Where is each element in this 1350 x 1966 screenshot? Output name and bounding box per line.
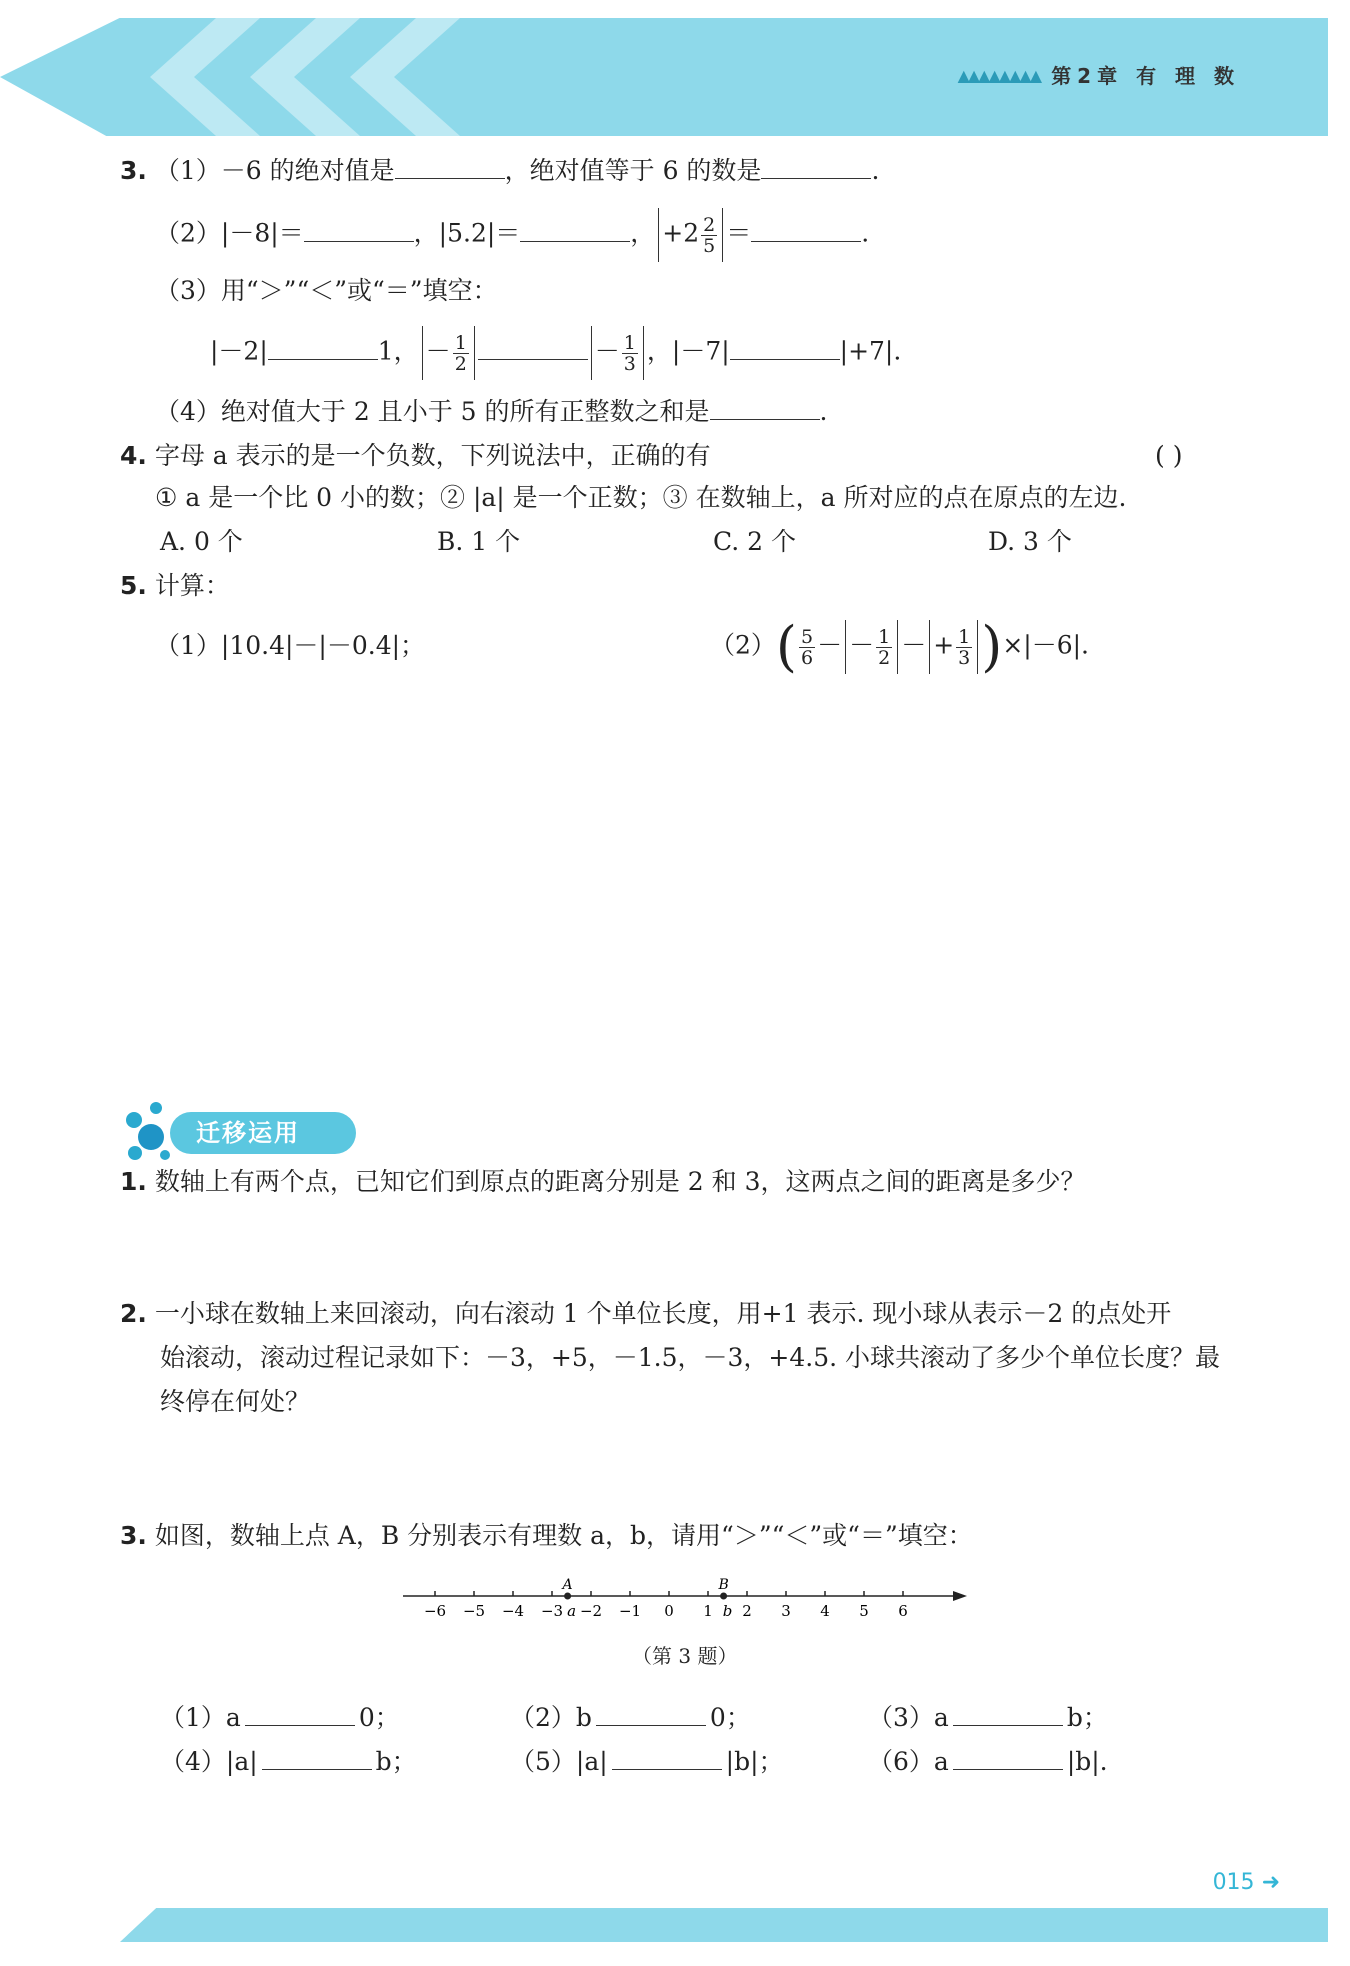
item-suffix: 0； [709,1703,751,1732]
item-prefix: （2）b [510,1703,592,1732]
answer-blank[interactable] [478,337,588,360]
text: 计算： [154,571,230,600]
molecule-icon [160,1150,170,1160]
fill-in-item [510,1746,784,1778]
p2-q1 [120,1166,1086,1198]
answer-blank[interactable] [710,397,820,420]
question-number: 1. [120,1167,147,1196]
molecule-icon [150,1102,162,1114]
page-number-text: 015 [1212,1870,1255,1895]
text: ，|－7| [646,336,730,366]
page-number [1213,1870,1280,1895]
text: （2） [710,630,776,660]
tick-label: −1 [618,1602,642,1620]
p2-q2-line2: 始滚动，滚动过程记录如下：－3，+5，－1.5，－3，+4.5. 小球共滚动了多少个单位长度？最 [160,1343,1221,1372]
abs-bar [422,326,423,380]
option-d[interactable]: D. 3 个 [988,527,1072,556]
tick-label: 0 [664,1602,674,1620]
item-suffix: 0； [358,1703,400,1732]
tick-label: −6 [423,1602,447,1620]
fraction: $\frac{1}{2}$ [878,625,891,669]
mountain-pattern-icon: ▲▲▲▲▲▲▲▲ [957,66,1040,85]
tick-label: 3 [781,1602,791,1620]
chapter-title: 第2章 有 理 数 [1051,64,1240,88]
fill-in-item [510,1702,751,1734]
text: |－2| [210,336,268,366]
q4-stem [120,440,711,472]
fill-in-item [160,1702,400,1734]
text: ，|5.2|＝ [413,218,521,248]
text: 数轴上有两个点，已知它们到原点的距离分别是 2 和 3，这两点之间的距离是多少？ [154,1167,1086,1196]
item-suffix: |b|； [725,1747,784,1776]
tick-label: 6 [898,1602,908,1620]
fraction: $\frac{1}{3}$ [623,331,636,375]
abs-bar [643,326,644,380]
p2-q2-line1 [120,1298,1171,1330]
answer-blank[interactable] [953,1703,1063,1726]
tick-label: 4 [820,1602,830,1620]
text: （2）|－8|＝ [155,218,304,248]
item-suffix: b； [375,1747,417,1776]
q3-line3: （3）用“＞”“＜”或“＝”填空： [155,276,498,305]
tick-label: −4 [501,1602,525,1620]
fraction: $\frac{1}{3}$ [958,625,971,669]
question-number: 5. [120,571,147,600]
answer-blank[interactable] [268,337,378,360]
item-suffix: b； [1066,1703,1108,1732]
abs-bar [897,620,898,674]
text: 如图，数轴上点 A，B 分别表示有理数 a，b，请用“＞”“＜”或“＝”填空： [154,1521,973,1550]
abs-bar [929,620,930,674]
question-number: 3. [120,156,147,185]
answer-blank[interactable] [953,1747,1063,1770]
point-label: B [718,1577,729,1593]
p2-q2-line3: 终停在何处？ [160,1387,311,1416]
footer-band [120,1908,1328,1942]
option-b[interactable]: B. 1 个 [437,527,521,556]
abs-bar [977,620,978,674]
item-prefix: （4）|a| [160,1747,258,1776]
molecule-icon [126,1112,142,1128]
q3-line1: 3. （1）－6 的绝对值是 ，绝对值等于 6 的数是 . [120,156,880,185]
tick-label: −3 [540,1602,564,1620]
paren: ) [981,615,1003,678]
answer-paren[interactable]: ( ) [1155,441,1183,470]
q5-sub1: （1）|10.4|－|－0.4|； [155,631,426,660]
item-prefix: （3）a [868,1703,949,1732]
fraction: $\frac{5}{6}$ [800,625,814,669]
question-number: 2. [120,1299,147,1328]
text: ＝ [726,218,752,248]
text: ，绝对值等于 6 的数是 [504,156,762,185]
question-number: 3. [120,1521,147,1550]
text: （1）－6 的绝对值是 [154,156,395,185]
text: ， [630,218,656,248]
q5-stem [120,570,230,602]
abs-bar [591,326,592,380]
item-prefix: （5）|a| [510,1747,608,1776]
abs-bar [845,620,846,674]
answer-blank[interactable] [245,1703,355,1726]
text: 一小球在数轴上来回滚动，向右滚动 1 个单位长度，用+1 表示. 现小球从表示－2 的点处开 [154,1299,1172,1328]
fill-in-item [160,1746,417,1778]
answer-blank[interactable] [262,1747,372,1770]
point-label: A [562,1577,573,1593]
point-a [564,1593,571,1600]
answer-blank[interactable] [596,1703,706,1726]
answer-blank[interactable] [395,156,505,179]
abs-bar [658,208,659,262]
figure-caption: （第 3 题） [632,1644,738,1668]
answer-blank[interactable] [761,156,871,179]
p2-q3-stem [120,1520,973,1552]
arrow-icon: ➜ [1261,1870,1280,1895]
q4-statements: ① a 是一个比 0 小的数；② |a| 是一个正数；③ 在数轴上，a 所对应的点在原点的左边. [155,483,1127,512]
abs-bar [474,326,475,380]
text: 字母 a 表示的是一个负数，下列说法中，正确的有 [154,441,711,470]
tick-label: −5 [462,1602,486,1620]
tick-label: 1 [703,1602,713,1620]
fill-in-item [868,1746,1108,1778]
fraction: $\frac{2}{5}$ [703,213,716,257]
text: +2 [662,218,700,248]
answer-blank[interactable] [520,219,630,242]
tick-label: 2 [742,1602,752,1620]
q3-line2: （2）|－8|＝ ，|5.2|＝ ， +2 $\frac{2}{5}$ ＝ . [155,208,869,262]
point-variable: b [722,1602,733,1620]
q3-line5: （4）绝对值大于 2 且小于 5 的所有正整数之和是 . [155,397,828,426]
q5-sub2: （2）( $\frac{5}{6}$ － － $\frac{1}{2}$ － + $\frac{1}{3}$ )×|－6|. [710,615,1089,678]
option-c[interactable]: C. 2 个 [713,527,796,556]
point-variable: a [567,1602,577,1620]
q3-line4: |－2| 1， － $\frac{1}{2}$ － $\frac{1}{3}$ ，|－7| |+7|. [210,326,901,380]
text: 1， [377,336,419,366]
point-b [720,1593,727,1600]
fill-in-item [868,1702,1108,1734]
paren: ( [775,615,797,678]
item-prefix: （6）a [868,1747,949,1776]
item-prefix: （1）a [160,1703,241,1732]
text: （4）绝对值大于 2 且小于 5 的所有正整数之和是 [155,397,710,426]
text: |+7|. [839,336,902,366]
option-a[interactable]: A. 0 个 [160,527,243,556]
molecule-icon [128,1146,142,1160]
answer-blank[interactable] [612,1747,722,1770]
section-title: 迁移运用 [170,1112,356,1154]
arrow-icon [953,1591,967,1601]
molecule-icon [138,1124,164,1150]
tick-label: −2 [579,1602,603,1620]
number-line [395,1570,975,1630]
answer-blank[interactable] [304,219,414,242]
fraction: $\frac{1}{2}$ [454,331,467,375]
question-number: 4. [120,441,147,470]
tick-label: 5 [859,1602,869,1620]
abs-bar [722,208,723,262]
answer-blank[interactable] [730,337,840,360]
answer-blank[interactable] [751,219,861,242]
item-suffix: |b|. [1066,1747,1108,1776]
